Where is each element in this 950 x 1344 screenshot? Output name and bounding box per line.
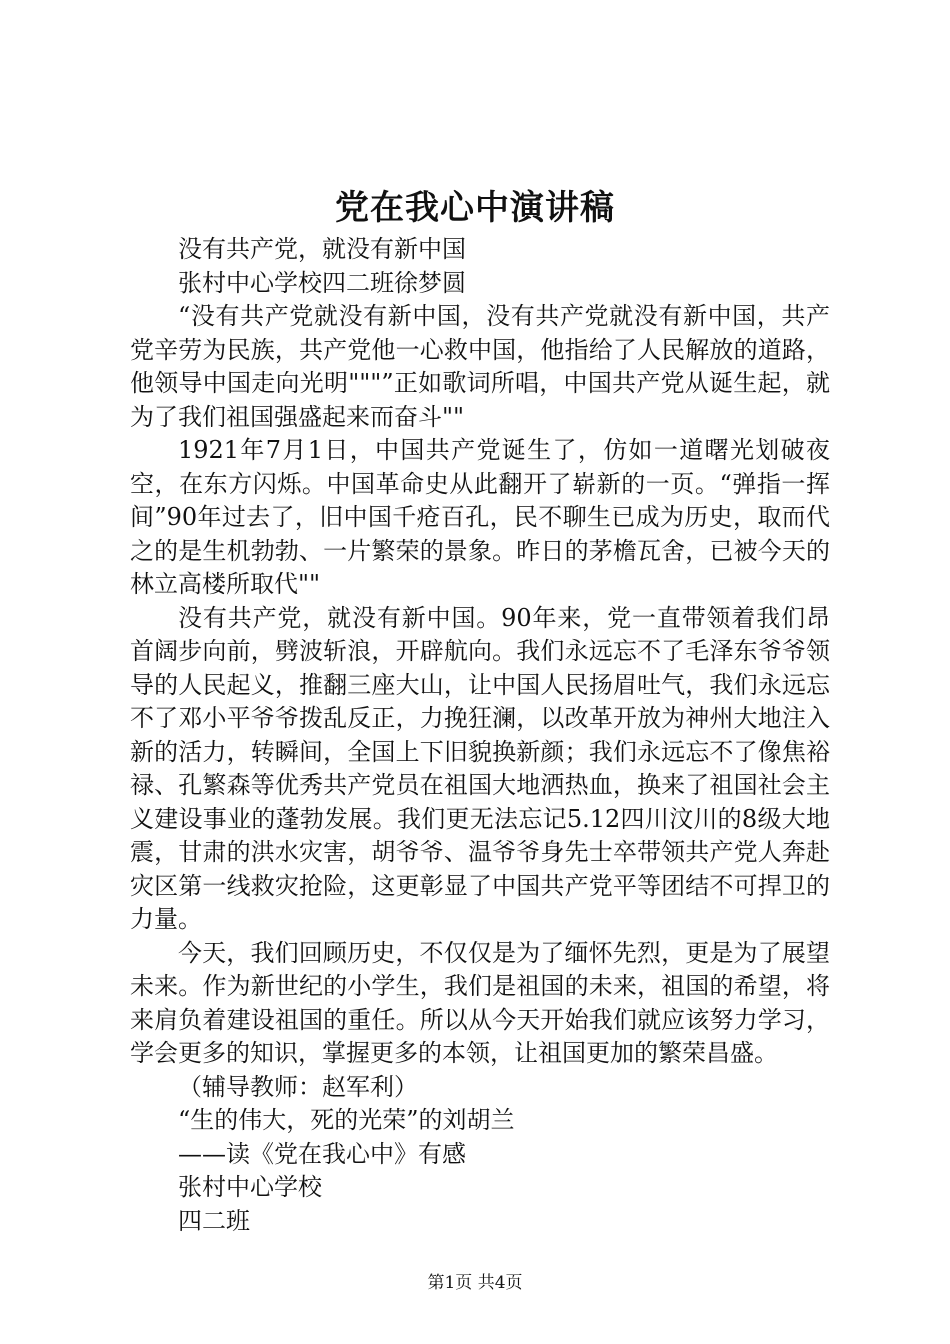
second-subheading: ——读《党在我心中》有感 bbox=[178, 1139, 466, 1168]
school-line: 张村中心学校 bbox=[178, 1173, 322, 1201]
page-footer: 第1页 共4页 bbox=[427, 1273, 523, 1293]
subtitle-line: 没有共产党，就没有新中国 bbox=[178, 235, 466, 263]
paragraph-3: 没有共产党，就没有新中国。90年来，党一直带领着我们昂首阔步向前，劈波斩浪，开辟航向。我们永远忘不了毛泽东爷爷领导的人民起义，推翻三座大山，让中国人民扬眉吐气，我们永远忘不了邓小平爷爷拨乱反正，力挽狂澜，以改革开放为神州大地注入新的活力，转瞬间，全国上下旧貌换新颜；我们永远忘不了像焦裕禄、孔繁森等优秀共产党员在祖国大地洒热血，换来了祖国社会主义建设事业的蓬勃发展。我们更无法忘记5.12四川汶川的8级大地震，甘肃的洪水灾害，胡爷爷、温爷爷身先士卒带领共产党人奔赴灾区第一线救灾抢险，这更彰显了中国共产党平等团结不可捍卫的力量。 bbox=[130, 603, 830, 933]
paragraph-1: “没有共产党就没有新中国，没有共产党就没有新中国，共产党辛劳为民族，共产党他一心救中国，他指给了人民解放的道路，他领导中国走向光明"""”正如歌词所唱，中国共产党从诞生起，就为了我们祖国强盛起来而奋斗"" bbox=[130, 302, 830, 431]
class-line: 四二班 bbox=[178, 1206, 250, 1235]
paragraph-4: 今天，我们回顾历史，不仅仅是为了缅怀先烈，更是为了展望未来。作为新世纪的小学生，我们是祖国的未来，祖国的希望，将来肩负着建设祖国的重任。所以从今天开始我们就应该努力学习，学会更多的知识，掌握更多的本领，让祖国更加的繁荣昌盛。 bbox=[130, 938, 830, 1067]
second-heading: “生的伟大，死的光荣”的刘胡兰 bbox=[178, 1106, 515, 1134]
teacher-line: （辅导教师：赵军利） bbox=[178, 1072, 418, 1101]
author-line: 张村中心学校四二班徐梦圆 bbox=[178, 268, 466, 297]
paragraph-2: 1921年7月1日，中国共产党诞生了，仿如一道曙光划破夜空，在东方闪烁。中国革命史从此翻开了崭新的一页。“弹指一挥间”90年过去了，旧中国千疮百孔，民不聊生已成为历史，取而代之的是生机勃勃、一片繁荣的景象。昨日的茅檐瓦舍，已被今天的林立高楼所取代"" bbox=[130, 436, 830, 598]
document-title: 党在我心中演讲稿 bbox=[335, 188, 615, 228]
document-body bbox=[130, 233, 830, 1238]
